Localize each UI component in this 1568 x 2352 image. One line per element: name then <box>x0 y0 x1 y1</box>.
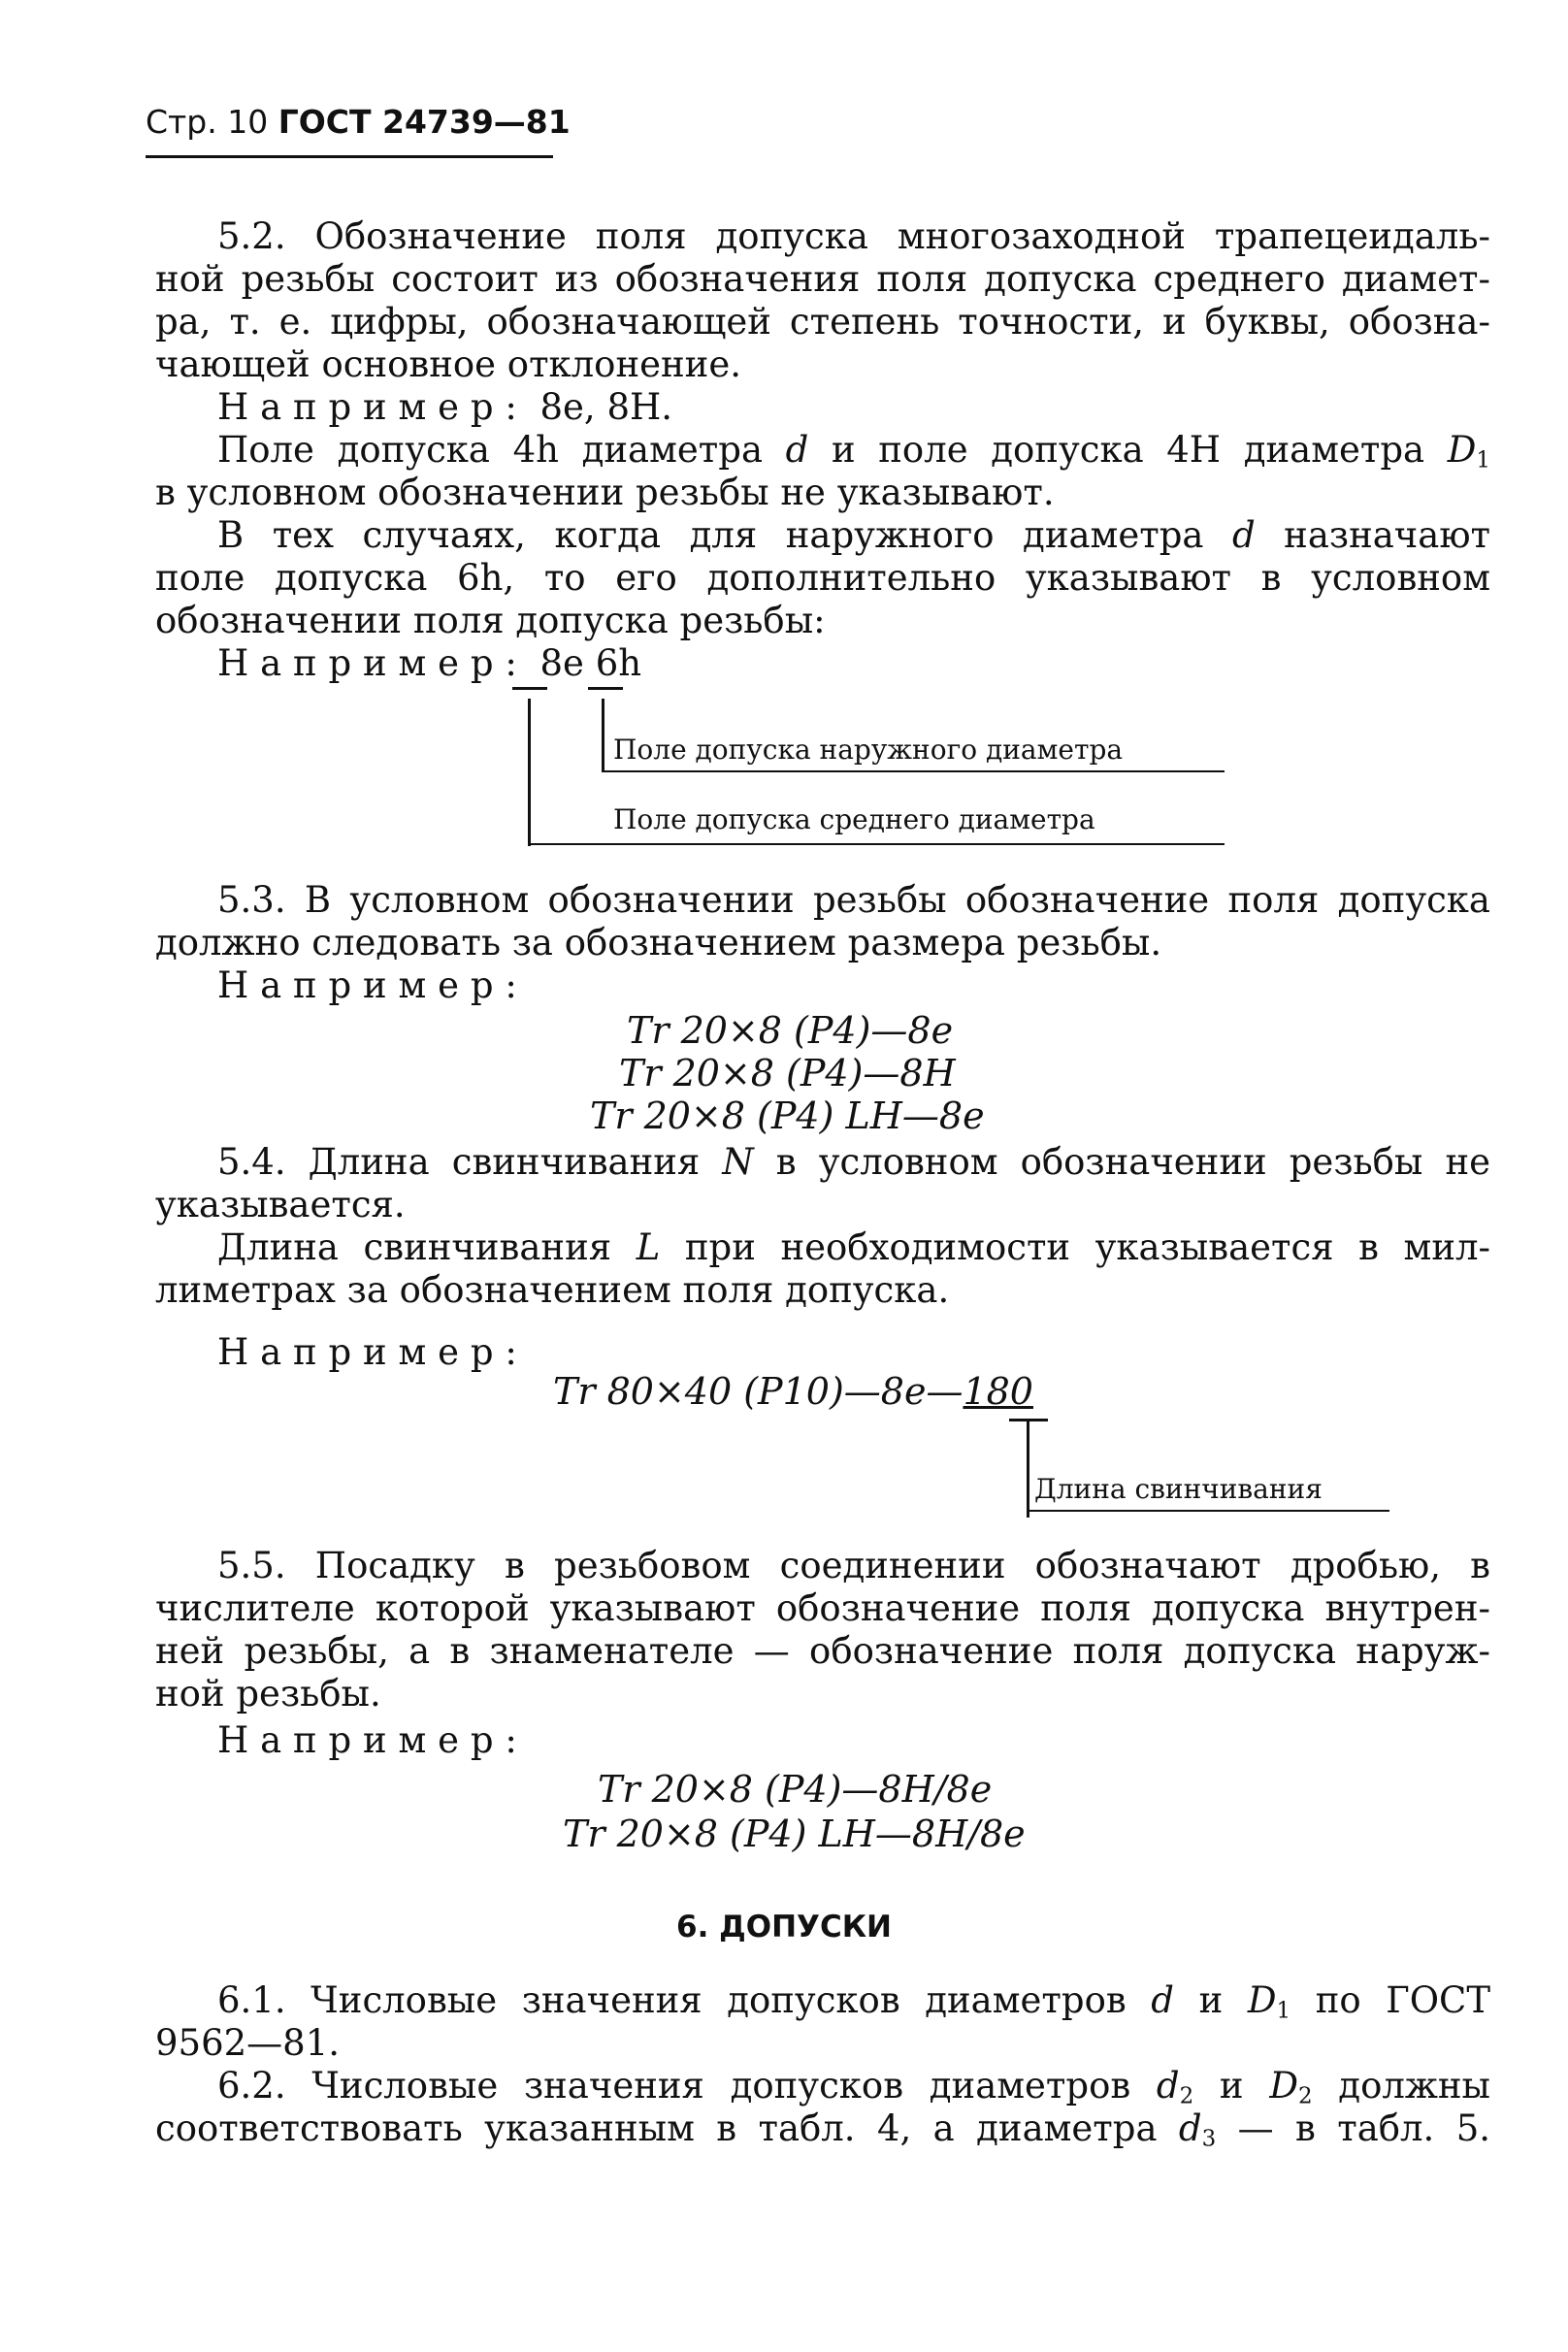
caption-outer-diameter: Поле допуска наружного диаметра <box>613 734 1124 766</box>
text-run: по ГОСТ <box>1315 1979 1491 2021</box>
caption-mid-underline <box>530 843 1225 845</box>
formula-5-5-a: Tr 20×8 (P4)—8H/8e <box>598 1768 993 1811</box>
text-run: Длина свинчивания <box>217 1226 612 1268</box>
example-value: 8е 6h <box>539 642 642 684</box>
symbol-d2 <box>1157 2065 1193 2107</box>
text-run: и <box>1198 1979 1224 2021</box>
formula-main: Tr 80×40 (P10)—8e— <box>553 1370 964 1413</box>
example-line-5-3 <box>217 964 1490 1007</box>
length-callout-leader <box>1027 1421 1029 1518</box>
text-run: в условном обозначении резьбы не <box>775 1141 1490 1183</box>
formula-length-value: 180 <box>963 1370 1033 1413</box>
para-5-5-line-1: 5.5. Посадку в резьбовом соединении обозначают дробью, в <box>217 1545 1490 1586</box>
section-heading-6: 6. ДОПУСКИ <box>676 1910 892 1944</box>
formula-5-3-b: Tr 20×8 (P4)—8H <box>619 1052 956 1094</box>
para-5-2-outer-line-1 <box>217 514 1490 557</box>
para-5-2-line-2: ной резьбы состоит из обозначения поля допуска среднего диамет- <box>155 258 1490 300</box>
text-run: и поле допуска 4Н диаметра <box>831 429 1425 471</box>
para-5-2-line-4: чающей основное отклонение. <box>155 343 741 385</box>
formula-5-3-c: Tr 20×8 (P4) LH—8e <box>590 1094 985 1137</box>
example-line-5-4 <box>217 1331 1490 1374</box>
symbol-d3 <box>1178 2107 1217 2152</box>
callout-tick-mid <box>512 687 547 690</box>
example-line-5-2-b <box>217 642 1490 685</box>
para-5-4-length-line-1 <box>217 1226 1490 1269</box>
symbol-subscript: 1 <box>1276 1998 1291 2024</box>
para-6-2-line-2 <box>155 2107 1490 2161</box>
text-run: 6.1. Числовые значения допусков диаметров <box>217 1979 1127 2021</box>
para-5-2-line-3: ра, т. е. цифры, обозначающей степень точности, и буквы, обозна- <box>155 301 1490 343</box>
example-value: 8е, 8Н. <box>539 386 673 428</box>
text-run: и <box>1219 2065 1244 2107</box>
example-line-5-2 <box>217 386 1490 429</box>
symbol-letter: D <box>1269 2065 1298 2107</box>
para-5-2-outer-line-2: поле допуска 6h, то его дополнительно указывают в условном <box>155 557 1490 599</box>
symbol-D1 <box>1447 429 1490 474</box>
caption-outer-underline <box>604 770 1225 772</box>
callout-leader-mid <box>528 699 531 846</box>
symbol-subscript: 2 <box>1179 2083 1194 2109</box>
text-run: Поле допуска 4h диаметра <box>217 429 763 471</box>
example-label: Например: <box>217 642 529 684</box>
text-run: В тех случаях, когда для наружного диаметра <box>217 514 1204 556</box>
example-label: Например: <box>217 1719 529 1761</box>
para-5-5-line-2: числителе которой указывают обозначение поля допуска внутрен- <box>155 1587 1490 1629</box>
standard-number: ГОСТ 24739—81 <box>278 103 571 141</box>
symbol-subscript: 3 <box>1201 2126 1217 2152</box>
symbol-d: d <box>1231 514 1256 556</box>
page-number: Стр. 10 <box>146 103 269 141</box>
para-5-2-outer-line-3: обозначении поля допуска резьбы: <box>155 600 826 641</box>
caption-mid-diameter: Поле допуска среднего диаметра <box>613 803 1095 835</box>
para-5-2-line-1: 5.2. Обозначение поля допуска многозаходной трапецеидаль- <box>217 215 1490 257</box>
header-rule <box>146 155 553 158</box>
page-header <box>146 103 571 141</box>
para-5-4-line-2: указывается. <box>155 1184 406 1225</box>
para-5-3-line-2: должно следовать за обозначением размера резьбы. <box>155 922 1162 964</box>
symbol-d: d <box>785 429 809 471</box>
callout-tick-outer <box>588 687 623 690</box>
text-run: при необходимости указывается в мил- <box>684 1226 1491 1268</box>
text-run: назначают <box>1284 514 1490 556</box>
formula-5-5-b: Tr 20×8 (P4) LH—8H/8e <box>563 1813 1026 1855</box>
formula-5-3-a: Tr 20×8 (P4)—8e <box>627 1009 954 1052</box>
para-6-1-line-2: 9562—81. <box>155 2022 341 2064</box>
text-run: соответствовать указанным в табл. 4, а диаметра <box>155 2107 1158 2149</box>
para-5-5-line-3: ней резьбы, а в знаменателе — обозначение поля допуска наруж- <box>155 1630 1490 1672</box>
para-5-4-length-line-2: лиметрах за обозначением поля допуска. <box>155 1269 950 1311</box>
symbol-d: d <box>1151 1979 1174 2021</box>
example-label: Например: <box>217 1331 529 1373</box>
symbol-letter: D <box>1447 429 1477 471</box>
para-5-5-line-4: ной резьбы. <box>155 1673 381 1715</box>
symbol-D1 <box>1247 1979 1291 2024</box>
callout-leader-outer <box>602 699 604 772</box>
symbol-L: L <box>636 1226 661 1268</box>
symbol-subscript: 1 <box>1476 447 1490 474</box>
caption-length: Длина свинчивания <box>1034 1473 1323 1505</box>
formula-5-4 <box>553 1370 1033 1413</box>
text-run: должны <box>1338 2065 1491 2107</box>
symbol-N: N <box>722 1141 754 1183</box>
para-5-2-tolerance-line-2: в условном обозначении резьбы не указывают. <box>155 472 1055 513</box>
text-run: 5.4. Длина свинчивания <box>217 1141 701 1183</box>
para-5-4-line-1 <box>217 1141 1490 1184</box>
text-run: 6.2. Числовые значения допусков диаметров <box>217 2065 1131 2107</box>
symbol-letter: d <box>1178 2107 1202 2149</box>
symbol-letter: d <box>1156 2065 1180 2107</box>
example-label: Например: <box>217 964 529 1006</box>
example-label: Например: <box>217 386 529 428</box>
example-line-5-5 <box>217 1719 1490 1762</box>
para-5-3-line-1: 5.3. В условном обозначении резьбы обозначение поля допуска <box>217 879 1490 921</box>
symbol-letter: D <box>1247 1979 1277 2021</box>
caption-length-underline <box>1029 1510 1389 1512</box>
symbol-D2 <box>1269 2065 1312 2107</box>
symbol-subscript: 2 <box>1297 2083 1313 2109</box>
text-run: — в табл. 5. <box>1237 2107 1491 2149</box>
